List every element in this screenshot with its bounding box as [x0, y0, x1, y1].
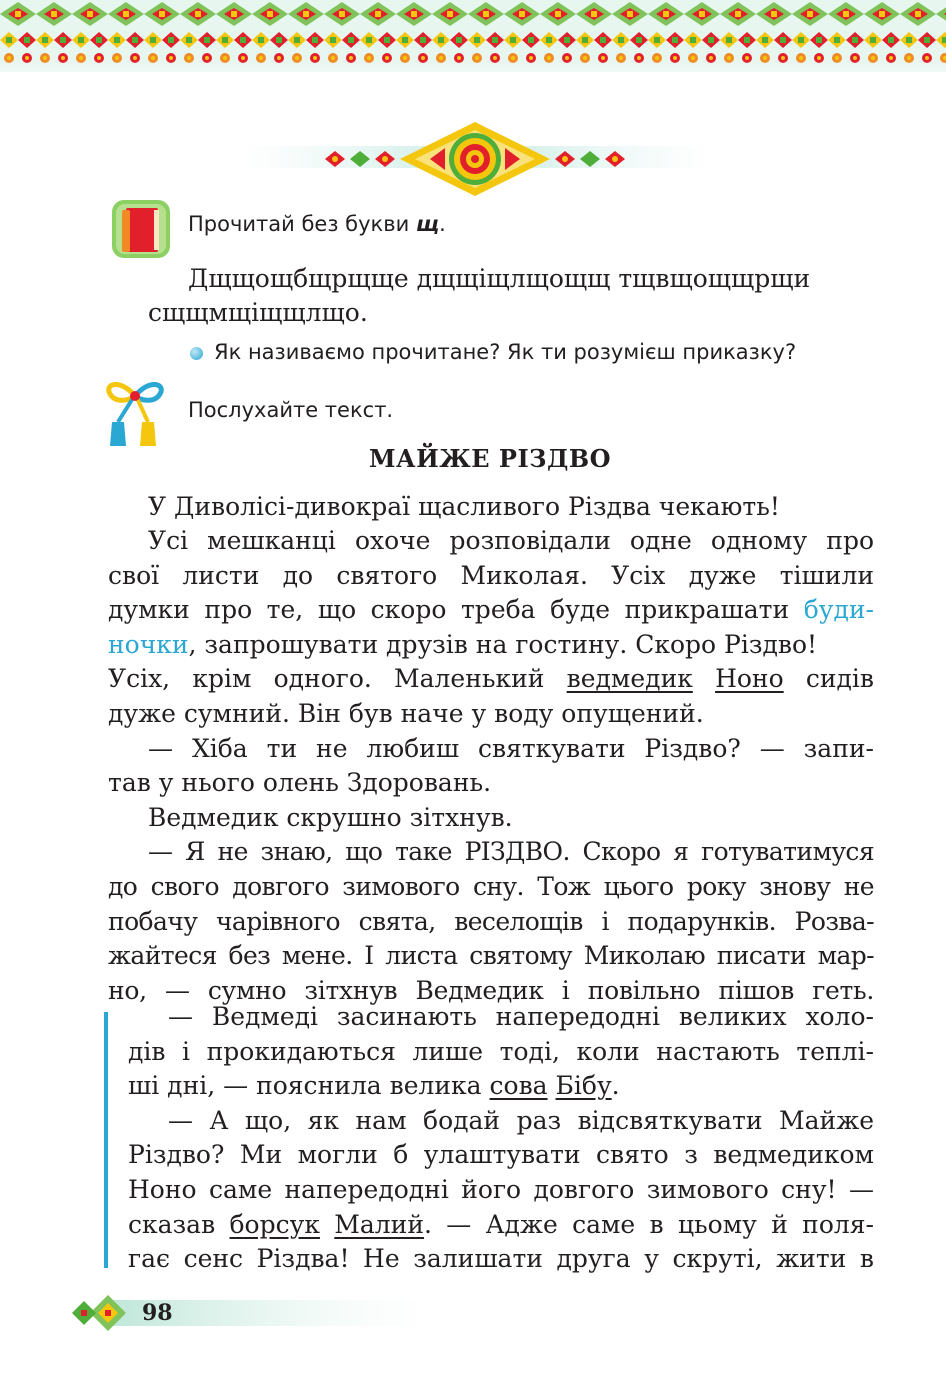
story-line: — Хіба ти не любиш святкувати Різдво? — запи- [148, 733, 874, 763]
underlined-word: Ноно [715, 664, 784, 694]
story-line: Усіх, крім одного. Маленький ведмедик Ноно сидів [108, 664, 874, 694]
story-line: ночки, запрошувати друзів на гостину. Скоро Різдво! [108, 629, 818, 659]
highlighted-word: ночки [108, 629, 189, 659]
story-line: — Ведмеді засинають напередодні великих холо- [168, 1002, 874, 1031]
underlined-word: Малий [334, 1209, 425, 1239]
story-line: думки про те, що скоро треба буде прикрашати буди- [108, 595, 874, 625]
underlined-word: ведмедик [566, 664, 693, 694]
story-line: но, — сумно зітхнув Ведмедик і повільно пішов геть. [108, 975, 874, 1005]
underlined-word: борсук [229, 1209, 320, 1239]
book-icon [110, 198, 172, 260]
story-line: Ноно саме напередодні його довгого зимового сну! — [128, 1174, 874, 1204]
story-line: Різдво? Ми могли б улаштувати свято з ведмедиком [128, 1140, 874, 1170]
underlined-word: Бібу [555, 1071, 612, 1101]
story-paragraph-1 [148, 490, 874, 525]
riddle-line-2: сщщмщіщщлщо. [148, 298, 368, 327]
task2-instruction: Послухайте текст. [188, 398, 394, 422]
story-line: — Я не знаю, що таке РІЗДВО. Скоро я готуватимуся [148, 837, 874, 867]
page-number: 98 [142, 1300, 173, 1326]
margin-bar [104, 1012, 108, 1268]
story-line: У Диволісі-дивокраї щасливого Різдва чекають! [148, 492, 780, 521]
ornament-top-border [0, 0, 946, 100]
story-line: ші дні, — пояснила велика сова Бібу. [128, 1071, 620, 1101]
story-line: тав у нього олень Здоровань. [108, 768, 492, 798]
centre-ornament [240, 118, 710, 200]
ribbon-icon [100, 374, 170, 448]
story-body-marked [128, 1000, 874, 1277]
riddle-text [148, 262, 874, 330]
highlighted-word: буди- [803, 595, 874, 625]
story-line: — А що, як нам бодай раз відсвяткувати Майже [168, 1105, 874, 1135]
task1-letter: щ [415, 212, 440, 236]
story-line: побачу чарівного свята, веселощів і подарунків. Розва- [108, 906, 874, 936]
story-title: МАЙЖЕ РІЗДВО [368, 444, 612, 473]
story-line: до свого довгого зимового сну. Тож цього року знову не [108, 871, 874, 901]
underlined-word: сова [489, 1071, 548, 1101]
story-line: дуже сумний. Він був наче у воду опущений. [108, 698, 704, 728]
task1-question: Як називаємо прочитане? Як ти розумієш приказку? [214, 340, 797, 364]
story-line: Ведмедик скрушно зітхнув. [148, 802, 513, 832]
footer-ornament [70, 1294, 430, 1332]
task1-instruction: Прочитай без букви щ. [188, 212, 446, 236]
story-line: гає сенс Різдва! Не залишати друга у скруті, жити в [128, 1244, 874, 1274]
story-line: сказав борсук Малий. — Адже саме в цьому й поля- [128, 1209, 874, 1239]
story-line: Усі мешканці охоче розповідали одне одному про [148, 526, 874, 555]
story-body [108, 524, 874, 1008]
story-line: жайтеся без мене. І листа святому Миколаю писати мар- [108, 941, 874, 971]
story-line: дів і прокидаються лише тоді, коли настають теплі- [128, 1036, 874, 1066]
riddle-line-1: Дщщощбщрщще дщщіщлщощщ тщвщощщрщи [188, 264, 811, 293]
story-line: свої листи до святого Миколая. Усіх дуже тішили [108, 560, 874, 590]
